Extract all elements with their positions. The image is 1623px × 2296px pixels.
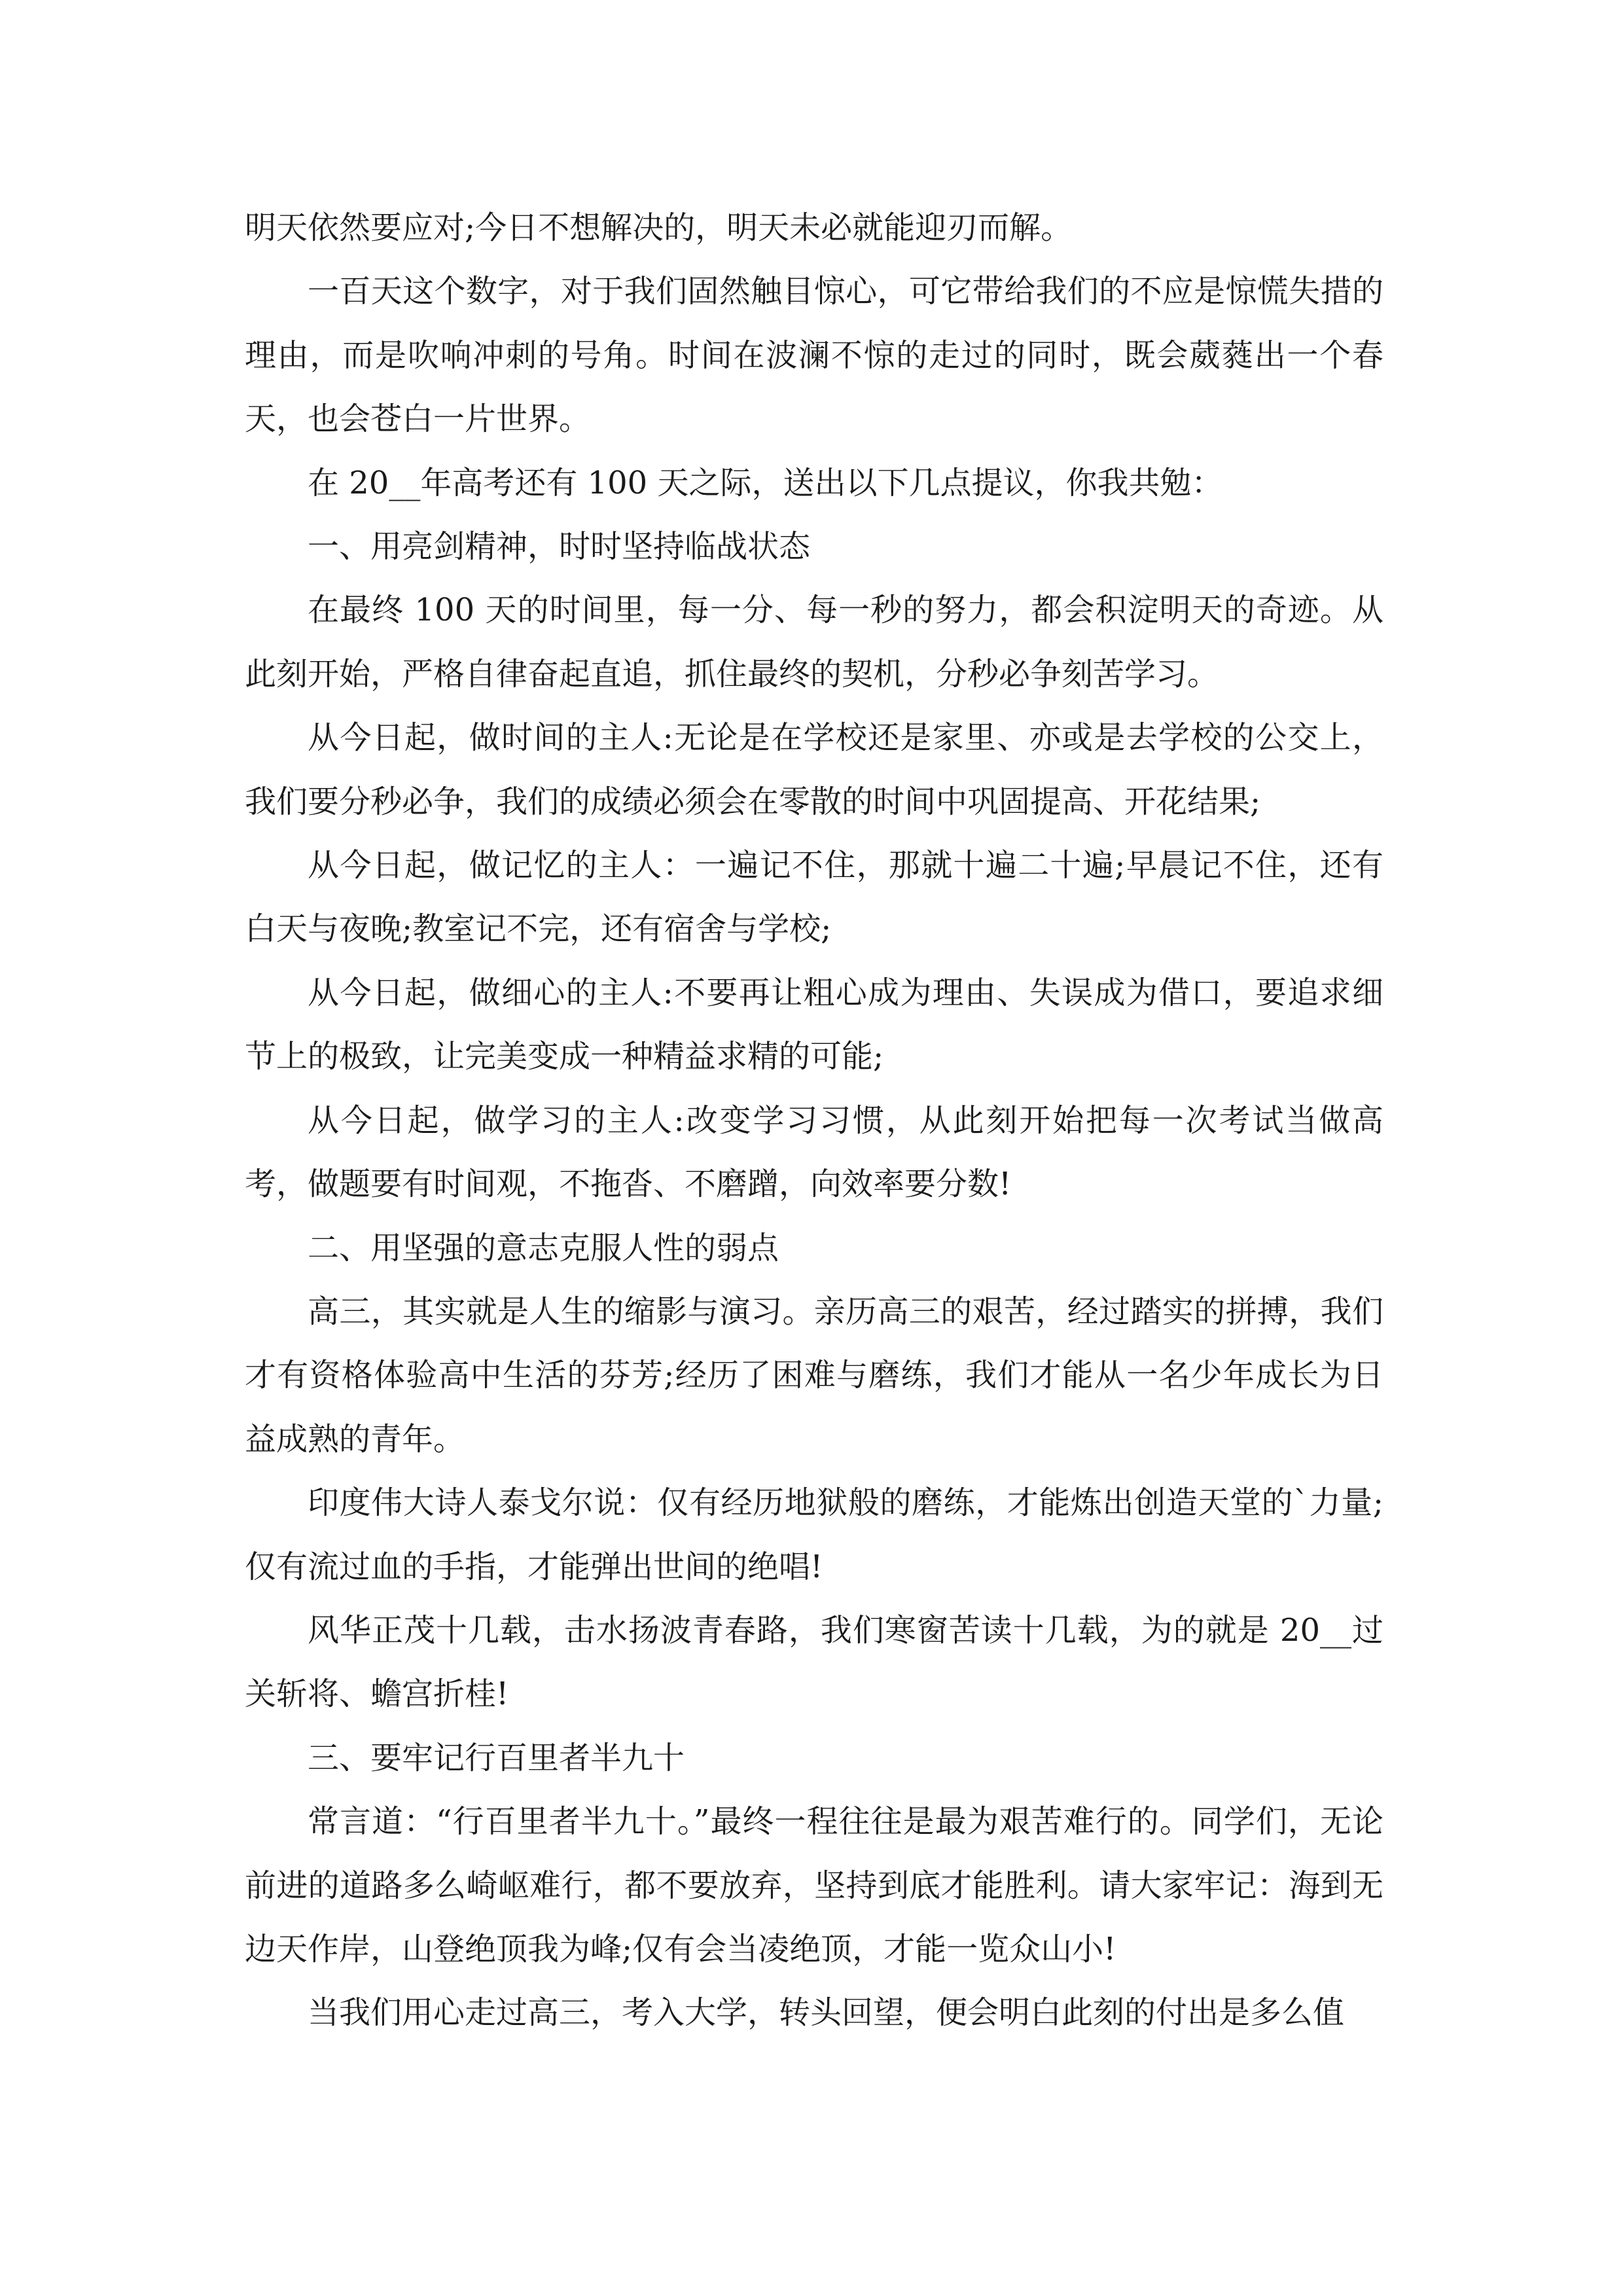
paragraph-9: 高三，其实就是人生的缩影与演习。亲历高三的艰苦，经过踏实的拼搏，我们才有资格体验高中生活的芬芳;经历了困难与磨练，我们才能从一名少年成长为日益成熟的青年。 xyxy=(245,1293,1383,1458)
section-heading-3: 三、要牢记行百里者半九十 xyxy=(308,1739,685,1776)
paragraph-6: 从今日起，做记忆的主人：一遍记不住，那就十遍二十遍;早晨记不住，还有白天与夜晚;教室记不完，还有宿舍与学校; xyxy=(245,847,1383,948)
paragraph-4: 在最终 100 天的时间里，每一分、每一秒的努力，都会积淀明天的奇迹。从此刻开始，严格自律奋起直追，抓住最终的契机，分秒必争刻苦学习。 xyxy=(245,592,1383,692)
paragraph-11: 风华正茂十几载，击水扬波青春路，我们寒窗苦读十几载，为的就是 20__过关斩将、蟾宫折桂! xyxy=(245,1611,1383,1713)
paragraph-7: 从今日起，做细心的主人:不要再让粗心成为理由、失误成为借口，要追求细节上的极致，让完美变成一种精益求精的可能; xyxy=(245,974,1383,1075)
section-heading-2: 二、用坚强的意志克服人性的弱点 xyxy=(308,1229,779,1266)
section-heading-1: 一、用亮剑精神，时时坚持临战状态 xyxy=(308,528,811,565)
paragraph-8: 从今日起，做学习的主人:改变学习习惯，从此刻开始把每一次考试当做高考，做题要有时间观，不拖沓、不磨蹭，向效率要分数! xyxy=(245,1102,1383,1203)
paragraph-10: 印度伟大诗人泰戈尔说：仅有经历地狱般的磨练，才能炼出创造天堂的`力量;仅有流过血的手指，才能弹出世间的绝唱! xyxy=(245,1484,1383,1585)
paragraph-3: 在 20__年高考还有 100 天之际，送出以下几点提议，你我共勉： xyxy=(308,464,1223,501)
paragraph-12: 常言道：“行百里者半九十。”最终一程往往是最为艰苦难行的。同学们，无论前进的道路多么崎岖难行，都不要放弃，坚持到底才能胜利。请大家牢记：海到无边天作岸，山登绝顶我为峰;仅有会当凌绝顶，才能一览众山小! xyxy=(245,1803,1383,1967)
document-body xyxy=(245,196,1383,2045)
paragraph-13: 当我们用心走过高三，考入大学，转头回望，便会明白此刻的付出是多么值 xyxy=(308,1994,1345,2032)
paragraph-5: 从今日起，做时间的主人:无论是在学校还是家里、亦或是去学校的公交上，我们要分秒必争，我们的成绩必须会在零散的时间中巩固提高、开花结果; xyxy=(245,719,1383,820)
paragraph-2: 一百天这个数字，对于我们固然触目惊心，可它带给我们的不应是惊慌失措的理由，而是吹响冲刺的号角。时间在波澜不惊的走过的同时，既会葳蕤出一个春天，也会苍白一片世界。 xyxy=(245,273,1383,438)
paragraph-1: 明天依然要应对;今日不想解决的，明天未必就能迎刃而解。 xyxy=(245,209,1073,246)
